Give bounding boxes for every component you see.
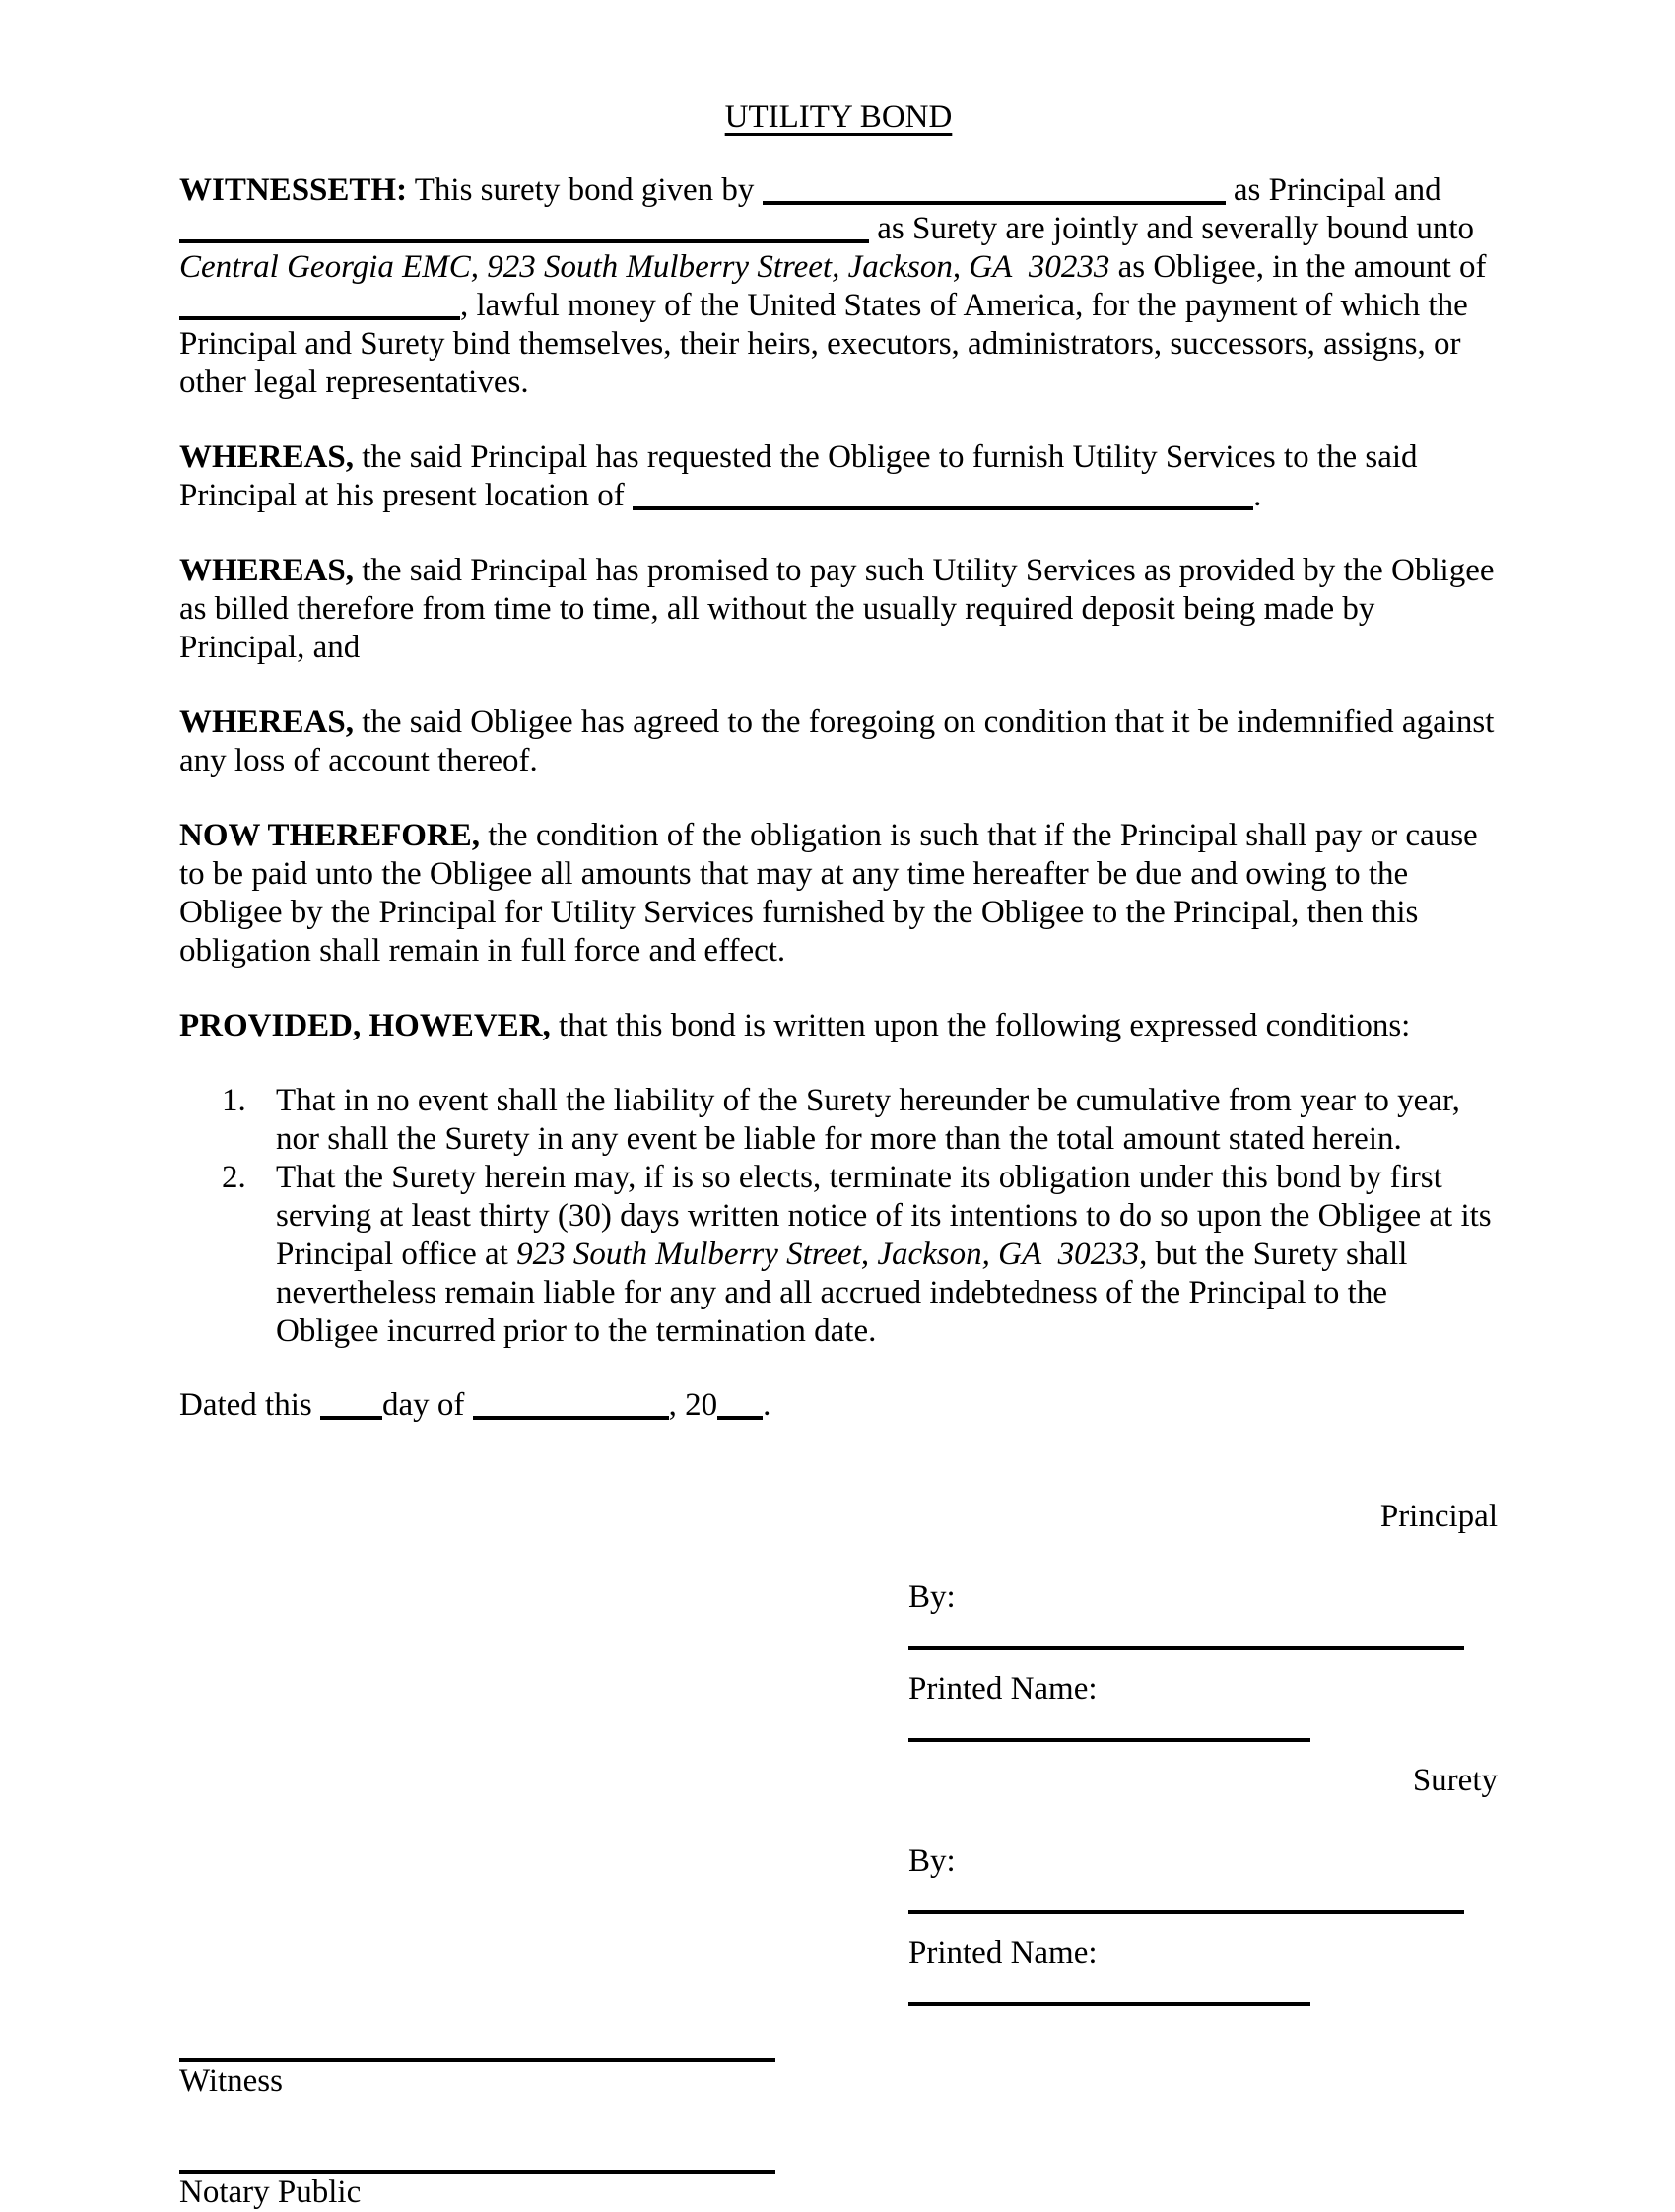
surety-office-address-italic: 923 South Mulberry Street, Jackson, GA 30233 xyxy=(516,1237,1140,1272)
condition-1-text xyxy=(276,1082,1498,1159)
dated-text-2: day of xyxy=(381,1387,473,1423)
dated-line xyxy=(179,1386,1498,1425)
surety-by-row xyxy=(908,1843,1498,1919)
paragraph-whereas-3 xyxy=(179,704,1498,780)
principal-by-row xyxy=(908,1578,1498,1655)
whereas-1-lead: WHEREAS, xyxy=(179,439,354,475)
witness-label: Witness xyxy=(179,2063,283,2099)
signature-block xyxy=(179,1498,1498,2212)
whereas-1-text: the said Principal has requested the Obligee to furnish Utility Services to the said Principal at his present location of xyxy=(179,439,1418,513)
surety-signature-blank xyxy=(908,1910,1464,1914)
paragraph-provided-however xyxy=(179,1007,1498,1045)
paragraph-witnesseth xyxy=(179,171,1498,402)
condition-2-body-2: , but the Surety shall nevertheless remain liable for any and all accrued indebtedness of the Principal to the Obligee incurred prior to the termination date. xyxy=(276,1237,1408,1349)
condition-2-number: 2. xyxy=(222,1160,246,1195)
witnesseth-text-3: as Surety are jointly and severally bound unto xyxy=(869,211,1475,246)
day-blank xyxy=(320,1416,382,1420)
obligee-address-italic: Central Georgia EMC, 923 South Mulberry Street, Jackson, GA 30233 xyxy=(179,249,1110,285)
year-blank xyxy=(717,1416,763,1420)
witnesseth-text-2: as Principal and xyxy=(1225,172,1441,208)
witnesseth-text-5: , lawful money of the United States of America, for the payment of which the Principal and Surety bind themselves, their heirs, executors, administrators, successors, assigns, or other legal representatives. xyxy=(179,288,1468,400)
whereas-2-text: the said Principal has promised to pay such Utility Services as provided by the Obligee as billed therefore from time to time, all without the usually required deposit being made by Principal, and xyxy=(179,553,1495,665)
principal-signature-blank xyxy=(908,1646,1464,1650)
condition-item-1 xyxy=(179,1082,1498,1159)
provided-however-text: that this bond is written upon the following expressed conditions: xyxy=(550,1008,1411,1043)
whereas-3-lead: WHEREAS, xyxy=(179,704,354,740)
condition-item-2 xyxy=(179,1159,1498,1351)
whereas-3-text: the said Obligee has agreed to the foregoing on condition that it be indemnified against any loss of account thereof. xyxy=(179,704,1495,778)
surety-by-label: By: xyxy=(908,1843,956,1879)
now-therefore-text: the condition of the obligation is such that if the Principal shall pay or cause to be paid unto the Obligee all amounts that may at any time hereafter be due and owing to the Obligee by the Principal for Utility Services furnished by the Obligee to the Principal, then this obligation shall remain in full force and effect. xyxy=(179,818,1478,969)
condition-2-body-1: That the Surety herein may, if is so elects, terminate its obligation under this bond by first serving at least thirty (30) days written notice of its intentions to do so upon the Obligee at its Principal office at xyxy=(276,1160,1492,1272)
paragraph-whereas-1 xyxy=(179,438,1498,515)
paragraph-whereas-2 xyxy=(179,552,1498,667)
dated-text-1: Dated this xyxy=(179,1387,320,1423)
principal-printed-name-row xyxy=(908,1670,1498,1747)
document-title: UTILITY BOND xyxy=(724,100,953,135)
month-blank xyxy=(473,1416,669,1420)
principal-name-blank xyxy=(763,201,1226,205)
dated-text-4: . xyxy=(763,1387,771,1423)
now-therefore-lead: NOW THEREFORE, xyxy=(179,818,481,853)
surety-section-label: Surety xyxy=(1412,1763,1498,1798)
principal-section-label: Principal xyxy=(1379,1499,1498,1534)
principal-printed-name-label: Printed Name: xyxy=(908,1671,1098,1707)
provided-however-lead: PROVIDED, HOWEVER, xyxy=(179,1008,551,1043)
surety-name-blank xyxy=(179,239,869,243)
witnesseth-text-1: This surety bond given by xyxy=(407,172,763,208)
amount-blank xyxy=(179,316,460,320)
paragraph-now-therefore xyxy=(179,817,1498,971)
whereas-1-period: . xyxy=(1253,478,1262,513)
witnesseth-text-4: as Obligee, in the amount of xyxy=(1109,249,1487,285)
condition-1-number: 1. xyxy=(222,1083,246,1118)
condition-1-body: That in no event shall the liability of the Surety hereunder be cumulative from year to year, nor shall the Surety in any event be liable for more than the total amount stated herein. xyxy=(276,1083,1460,1157)
principal-by-label: By: xyxy=(908,1579,956,1615)
dated-text-3: , 20 xyxy=(668,1387,718,1423)
surety-printed-name-blank xyxy=(908,2002,1310,2006)
surety-printed-name-label: Printed Name: xyxy=(908,1935,1098,1971)
location-blank xyxy=(633,506,1253,510)
principal-printed-name-blank xyxy=(908,1738,1310,1742)
whereas-2-lead: WHEREAS, xyxy=(179,553,354,588)
witnesseth-lead: WITNESSETH: xyxy=(179,172,408,208)
condition-2-text xyxy=(276,1159,1498,1351)
notary-label: Notary Public xyxy=(179,2175,362,2210)
surety-printed-name-row xyxy=(908,1934,1498,2011)
conditions-list xyxy=(179,1082,1498,1351)
